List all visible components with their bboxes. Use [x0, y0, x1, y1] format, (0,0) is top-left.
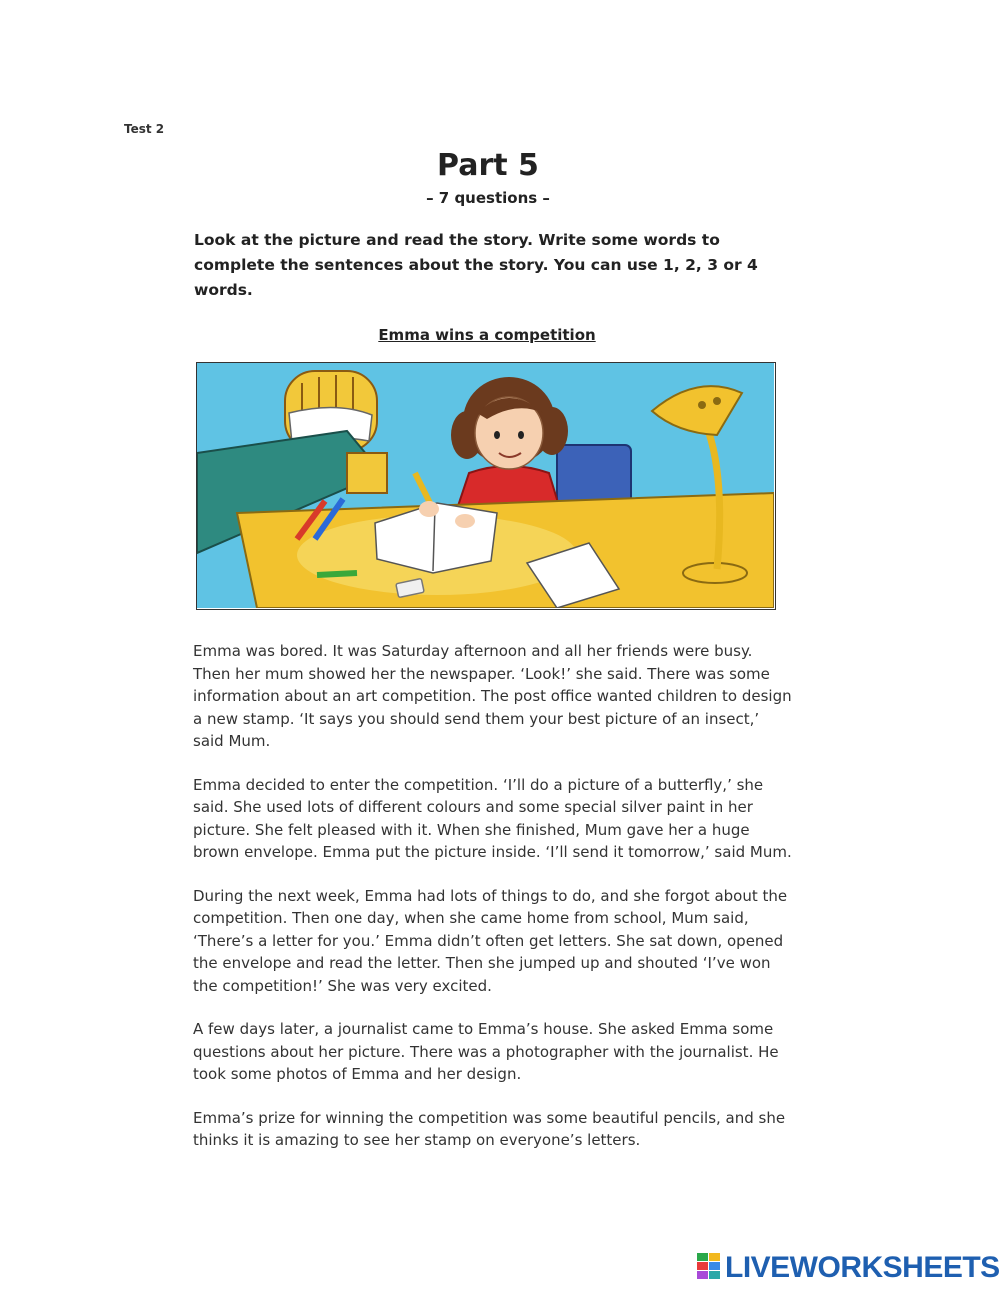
liveworksheets-logo-icon [697, 1253, 721, 1283]
story-text [193, 640, 793, 1173]
story-paragraph-1: Emma was bored. It was Saturday afternoon and all her friends were busy. Then her mum showed her the newspaper. ‘Look!’ she said. There was some information about an art competition. The post office wanted children to design a new stamp. ‘It says you should send them your best picture of an insect,’ said Mum. [193, 642, 792, 750]
girl-drawing-illustration [197, 363, 774, 608]
liveworksheets-wordmark: LIVEWORKSHEETS [725, 1251, 1000, 1284]
part-subtitle: – 7 questions – [426, 189, 550, 207]
test-label: Test 2 [124, 122, 165, 136]
story-picture [196, 362, 776, 610]
story-paragraph-5: Emma’s prize for winning the competition was some beautiful pencils, and she thinks it is amazing to see her stamp on everyone’s letters. [193, 1108, 786, 1149]
instructions: Look at the picture and read the story. Write some words to complete the sentences about the story. You can use 1, 2, 3 or 4 words. [194, 231, 758, 299]
story-paragraph-2: Emma decided to enter the competition. ‘I’ll do a picture of a butterfly,’ she said. She used lots of different colours and some special silver paint in her picture. She felt pleased with it. When she finished, Mum gave her a huge brown envelope. Emma put the picture inside. ‘I’ll send it tomorrow,’ said Mum. [193, 775, 792, 861]
liveworksheets-brand[interactable] [697, 1253, 1000, 1283]
story-title: Emma wins a competition [378, 326, 596, 344]
story-paragraph-3: During the next week, Emma had lots of things to do, and she forgot about the competition. Then one day, when she came home from school, Mum said, ‘There’s a letter for you.’ Emma didn’t often get letters. She sat down, opened the envelope and read the letter. Then she jumped up and shouted ‘I’ve won the competition!’ She was very excited. [193, 886, 788, 995]
part-title: Part 5 [437, 148, 539, 183]
story-paragraph-4: A few days later, a journalist came to Emma’s house. She asked Emma some questions about her picture. There was a photographer with the journalist. He took some photos of Emma and her design. [193, 1020, 779, 1083]
